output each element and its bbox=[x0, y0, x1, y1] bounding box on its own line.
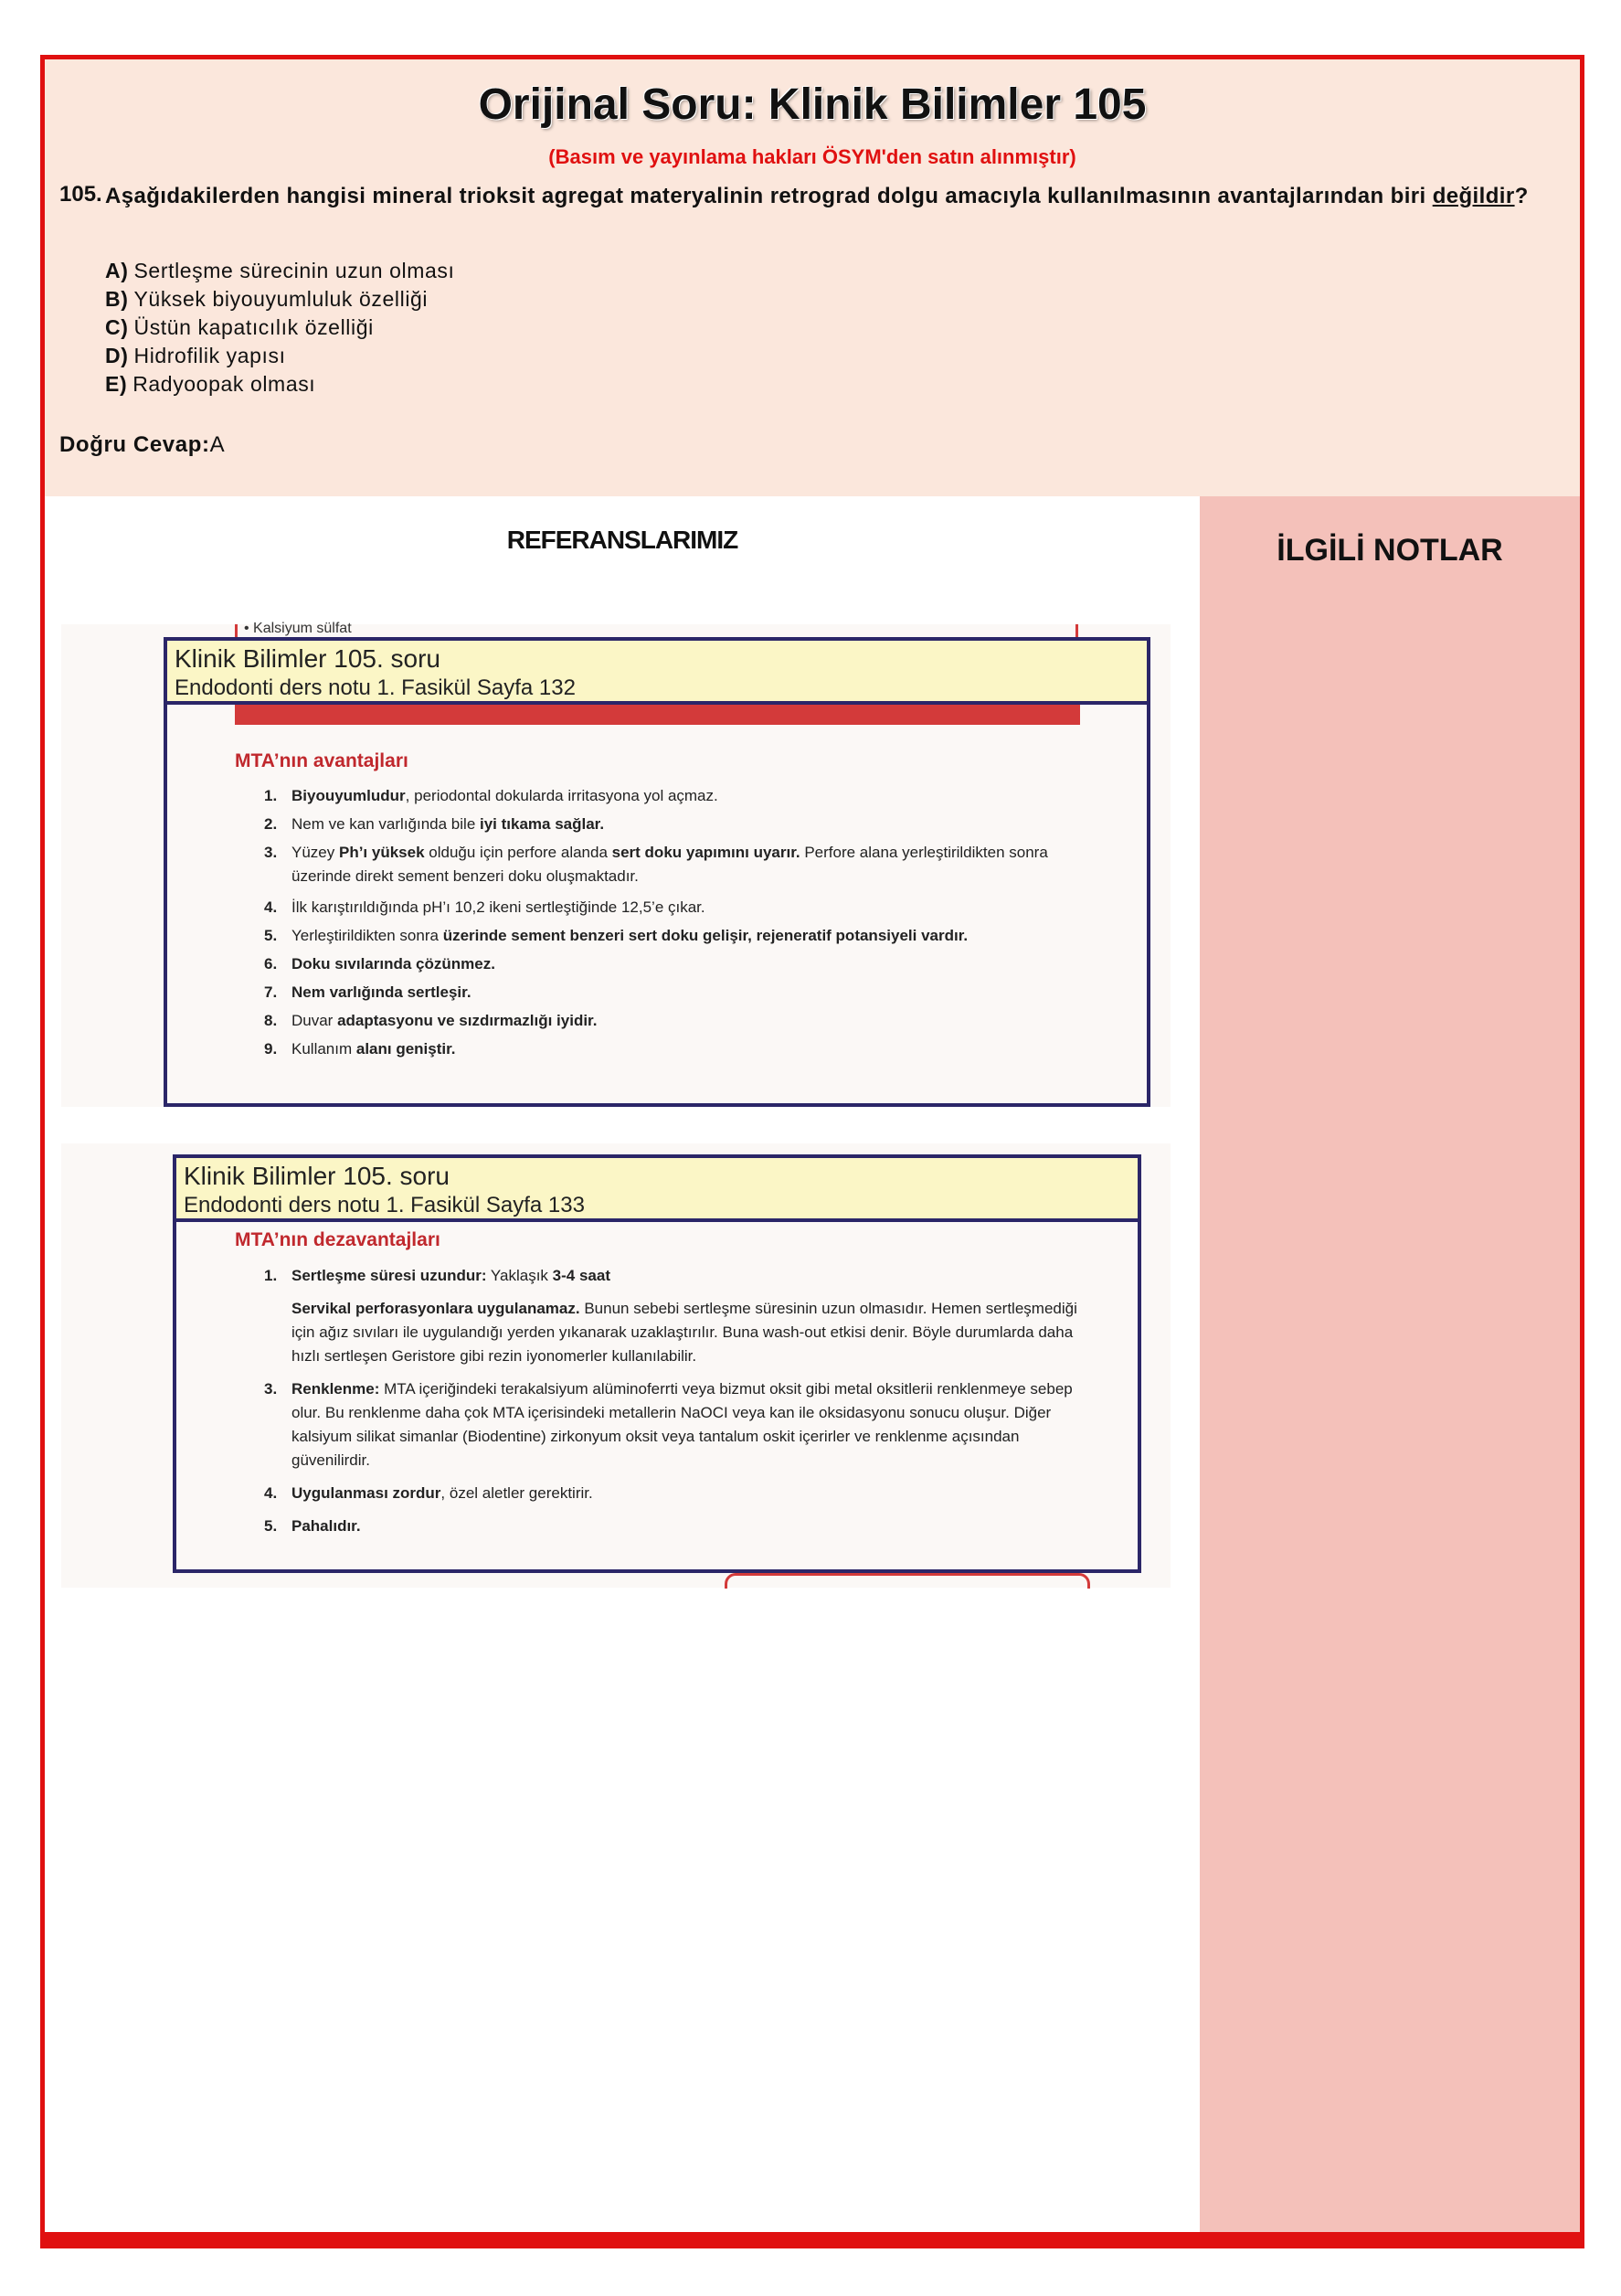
list-item bbox=[264, 1006, 1086, 1035]
option-a bbox=[105, 257, 454, 285]
list-item bbox=[264, 921, 1086, 950]
item-text: , özel aletler gerektirir. bbox=[440, 1484, 593, 1502]
list-item bbox=[264, 893, 1086, 921]
list-item bbox=[264, 838, 1086, 893]
option-letter: E) bbox=[105, 372, 128, 396]
section-title: MTA’nın avantajları bbox=[235, 750, 408, 771]
item-number: 1. bbox=[264, 1267, 278, 1284]
references-heading: REFERANSLARIMIZ bbox=[506, 526, 738, 554]
item-bold: Renklenme: bbox=[291, 1380, 380, 1398]
option-c bbox=[105, 314, 454, 342]
item-text: MTA içeriğindeki terakalsiyum alüminoferrti veya bizmut oksit gibi metal oksitlerii renklenmeye sebep olur. Bu renklenme daha çok MTA içerisindeki metallerin NaOCI veya kan ile oksidasyonu sonucu oluşur. Diğer kalsiyum silikat simanlar (Biodentine) zirkonyum oksit veya tantalum oskit içerirler ve renklenme açısından güvenilirdir. bbox=[291, 1380, 1073, 1469]
item-number: 8. bbox=[264, 1012, 278, 1029]
item-text: , periodontal dokularda irritasyona yol açmaz. bbox=[405, 787, 718, 804]
item-text: Yaklaşık bbox=[486, 1267, 553, 1284]
option-letter: D) bbox=[105, 344, 129, 367]
item-text: Yerleştirildikten sonra bbox=[291, 927, 443, 944]
list-item bbox=[264, 1297, 1086, 1368]
option-text: Hidrofilik yapısı bbox=[133, 344, 286, 367]
item-text: İlk karıştırıldığında pH’ı 10,2 ikeni sertleştiğinde 12,5’e çıkar. bbox=[291, 898, 705, 916]
item-number: 1. bbox=[264, 787, 278, 804]
disadvantages-list bbox=[264, 1264, 1086, 1547]
option-text: Radyoopak olması bbox=[132, 372, 316, 396]
list-item bbox=[264, 1035, 1086, 1063]
option-text: Yüksek biyouyumluluk özelliği bbox=[133, 287, 429, 311]
item-bold: sert doku yapımını uyarır. bbox=[611, 844, 800, 861]
section-title: MTA’nın dezavantajları bbox=[235, 1229, 440, 1250]
item-bold: Pahalıdır. bbox=[291, 1517, 361, 1535]
question-text-main: Aşağıdakilerden hangisi mineral trioksit agregat materyalinin retrograd dolgu amacıyla kullanılmasının avantajlarından biri bbox=[105, 184, 1433, 208]
reference-label-source: Endodonti ders notu 1. Fasikül Sayfa 132 bbox=[175, 675, 576, 700]
item-bold: Servikal perforasyonlara uygulanamaz. bbox=[291, 1300, 580, 1317]
reference-label bbox=[164, 637, 1150, 705]
snippet-edge bbox=[725, 1573, 1090, 1589]
item-bold: Nem varlığında sertleşir. bbox=[291, 983, 471, 1001]
list-item bbox=[264, 1515, 1086, 1538]
list-item bbox=[264, 950, 1086, 978]
correct-answer-label: Doğru Cevap: bbox=[59, 432, 210, 457]
item-text: Kullanım bbox=[291, 1040, 356, 1058]
item-number: 3. bbox=[264, 844, 278, 861]
item-number: 2. bbox=[264, 815, 278, 833]
item-text: olduğu için perfore alanda bbox=[424, 844, 612, 861]
reference-snippet-1 bbox=[61, 621, 1171, 1107]
question-number: 105. bbox=[59, 182, 102, 207]
reference-label-source: Endodonti ders notu 1. Fasikül Sayfa 133 bbox=[184, 1193, 585, 1217]
option-letter: B) bbox=[105, 287, 129, 311]
list-item bbox=[264, 781, 1086, 810]
advantages-list bbox=[264, 781, 1086, 1063]
correct-answer-value: A bbox=[209, 432, 225, 457]
item-text: Yüzey bbox=[291, 844, 339, 861]
item-text: Nem ve kan varlığında bile bbox=[291, 815, 480, 833]
list-item bbox=[264, 1377, 1086, 1472]
item-number: 3. bbox=[264, 1380, 278, 1398]
reference-snippet-2 bbox=[61, 1143, 1171, 1588]
item-text: Bunun sebebi sertleşme süresinin uzun olmasıdır. Hemen sertleşmediği için ağız sıvıları ile uygulandığı yerden yıkanarak uzaklaştırılır. Buna wash-out etkisi denir. Böyle durumlarda daha hızlı sertleşen Geristore gibi rezin iyonomerler kullanılabilir. bbox=[291, 1300, 1077, 1365]
option-letter: C) bbox=[105, 315, 129, 339]
page-title: Orijinal Soru: Klinik Bilimler 105 bbox=[478, 80, 1147, 129]
item-bold: Doku sıvılarında çözünmez. bbox=[291, 955, 495, 973]
page-frame bbox=[40, 55, 1584, 2248]
item-bold: alanı geniştir. bbox=[355, 1040, 456, 1058]
list-item bbox=[264, 1264, 1086, 1288]
answer-options bbox=[105, 257, 454, 399]
item-number: 7. bbox=[264, 983, 278, 1001]
option-letter: A) bbox=[105, 259, 129, 282]
item-bold: adaptasyonu ve sızdırmazlığı iyidir. bbox=[337, 1012, 598, 1029]
copyright-notice: (Basım ve yayınlama hakları ÖSYM'den satın alınmıştır) bbox=[548, 145, 1076, 168]
question-emphasis: değildir bbox=[1432, 184, 1515, 208]
item-bold: iyi tıkama sağlar. bbox=[480, 815, 605, 833]
item-bold: Ph’ı yüksek bbox=[338, 844, 425, 861]
reference-label-title: Klinik Bilimler 105. soru bbox=[184, 1162, 450, 1190]
question-panel bbox=[45, 59, 1580, 496]
snippet-top-text: • Kalsiyum sülfat bbox=[244, 621, 352, 636]
item-bold: Sertleşme süresi uzundur: bbox=[291, 1267, 487, 1284]
notes-heading: İLGİLİ NOTLAR bbox=[1277, 533, 1503, 568]
list-item bbox=[264, 1482, 1086, 1505]
correct-answer bbox=[59, 432, 225, 458]
reference-label bbox=[173, 1154, 1141, 1222]
item-text: Duvar bbox=[291, 1012, 338, 1029]
notes-column bbox=[1200, 496, 1580, 2244]
question-mark: ? bbox=[1514, 184, 1529, 208]
item-number: 4. bbox=[264, 1484, 278, 1502]
question-text bbox=[105, 182, 1531, 211]
list-item bbox=[264, 810, 1086, 838]
reference-label-title: Klinik Bilimler 105. soru bbox=[175, 644, 440, 673]
item-bold: üzerinde sement benzeri sert doku gelişir, rejeneratif potansiyeli vardır. bbox=[442, 927, 969, 944]
option-b bbox=[105, 285, 454, 314]
option-text: Üstün kapatıcılık özelliği bbox=[133, 315, 374, 339]
list-item bbox=[264, 978, 1086, 1006]
option-e bbox=[105, 370, 454, 399]
bottom-red-bar bbox=[40, 2232, 1584, 2248]
item-number: 6. bbox=[264, 955, 278, 973]
option-text: Sertleşme sürecinin uzun olması bbox=[133, 259, 455, 282]
item-number: 4. bbox=[264, 898, 278, 916]
item-text: Perfore alana yerleştirildikten sonra üzerinde direkt sement benzeri doku oluşmaktadır. bbox=[291, 844, 1048, 885]
red-header-strip bbox=[235, 705, 1080, 725]
option-d bbox=[105, 342, 454, 370]
item-bold: Biyouyumludur bbox=[291, 787, 406, 804]
item-number: 5. bbox=[264, 1517, 278, 1535]
item-number: 5. bbox=[264, 927, 278, 944]
item-bold: Uygulanması zordur bbox=[291, 1484, 441, 1502]
item-bold: 3-4 saat bbox=[552, 1267, 610, 1284]
item-number: 9. bbox=[264, 1040, 278, 1058]
